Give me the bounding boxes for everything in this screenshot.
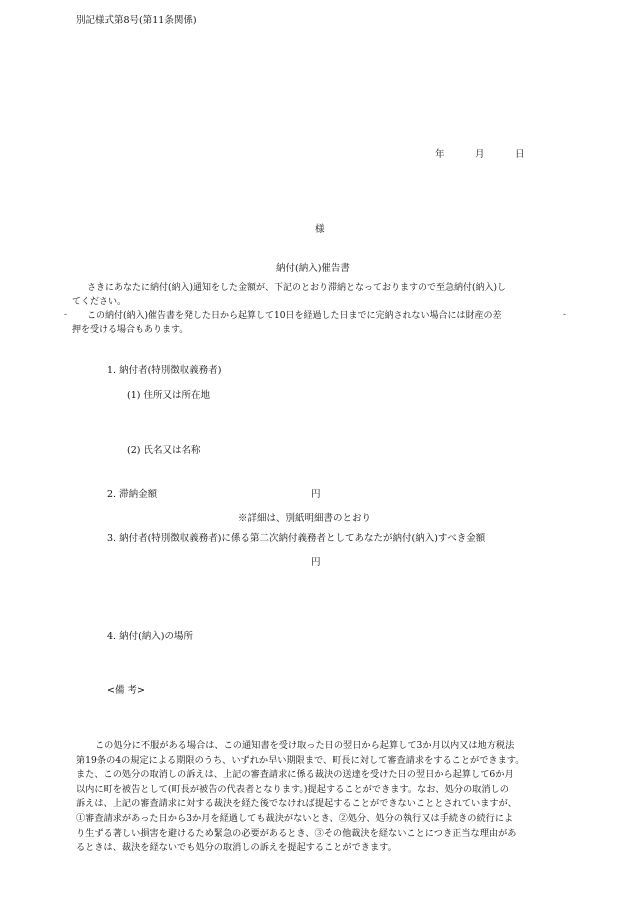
date-day: 日	[515, 149, 525, 160]
item-place: 4. 納付(納入)の場所	[107, 631, 193, 642]
notice-line: 訴えは、上記の審査請求に対する裁決を経た後でなければ提起することができないこととされていますが、	[76, 798, 517, 810]
item-amount-yen: 円	[311, 489, 321, 500]
remarks-label: <備 考>	[107, 685, 145, 696]
intro-line-4: 押を受ける場合もあります。	[72, 325, 189, 335]
document-title: 納付(納入)催告書	[276, 263, 350, 274]
margin-mark-left: -	[64, 310, 68, 320]
form-label: 別記様式第8号(第11条関係)	[76, 15, 197, 26]
item-payer: 1. 納付者(特別徴収義務者)	[107, 365, 222, 376]
notice-line: 第19条の4の規定による期限のうち、いずれか早い期限まで、町長に対して審査請求をすることができます。	[76, 754, 525, 766]
margin-mark-right: -	[563, 310, 567, 320]
item-name: (2) 氏名又は名称	[127, 445, 201, 456]
intro-line-2: てください。	[72, 297, 127, 307]
notice-line: この処分に不服がある場合は、この通知書を受け取った日の翌日から起算して3か月以内又は地方税法	[95, 740, 515, 751]
item-amount-label: 2. 滞納金額	[107, 489, 158, 500]
notice-line: 以内に町を被告として(町長が被告の代表者となります。)提起することができます。なお、処分の取消しの	[76, 783, 509, 795]
item-secondary-yen: 円	[311, 557, 321, 568]
notice-line: り生ずる著しい損害を避けるため緊急の必要があるとき、③その他裁決を経ないことにつき正当な理由があ	[76, 827, 517, 839]
notice-line: また、この処分の取消しの訴えは、上記の審査請求に係る裁決の送達を受けた日の翌日から起算して6か月	[76, 769, 514, 781]
item-address: (1) 住所又は所在地	[127, 390, 210, 401]
notice-line: ①審査請求があった日から3か月を経過しても裁決がないとき、②処分、処分の執行又は手続きの続行によ	[76, 812, 514, 824]
appeal-notice	[76, 739, 524, 856]
intro-line-1: さきにあなたに納付(納入)通知をした金額が、下記のとおり滞納となっておりますので至急納付(納入)し	[87, 283, 507, 293]
addressee-suffix: 様	[315, 224, 325, 235]
notice-line: るときは、裁決を経ないでも処分の取消しの訴えを提起することができます。	[76, 842, 397, 854]
date-year: 年	[435, 149, 445, 160]
item-secondary-payer: 3. 納付者(特別徴収義務者)に係る第二次納付義務者としてあなたが納付(納入)すべき金額	[107, 533, 486, 544]
date-month: 月	[475, 149, 485, 160]
intro-line-3: この納付(納入)催告書を発した日から起算して10日を経過した日までに完納されない場合には財産の差	[87, 311, 502, 321]
detail-note: ※詳細は、別紙明細書のとおり	[238, 513, 372, 524]
